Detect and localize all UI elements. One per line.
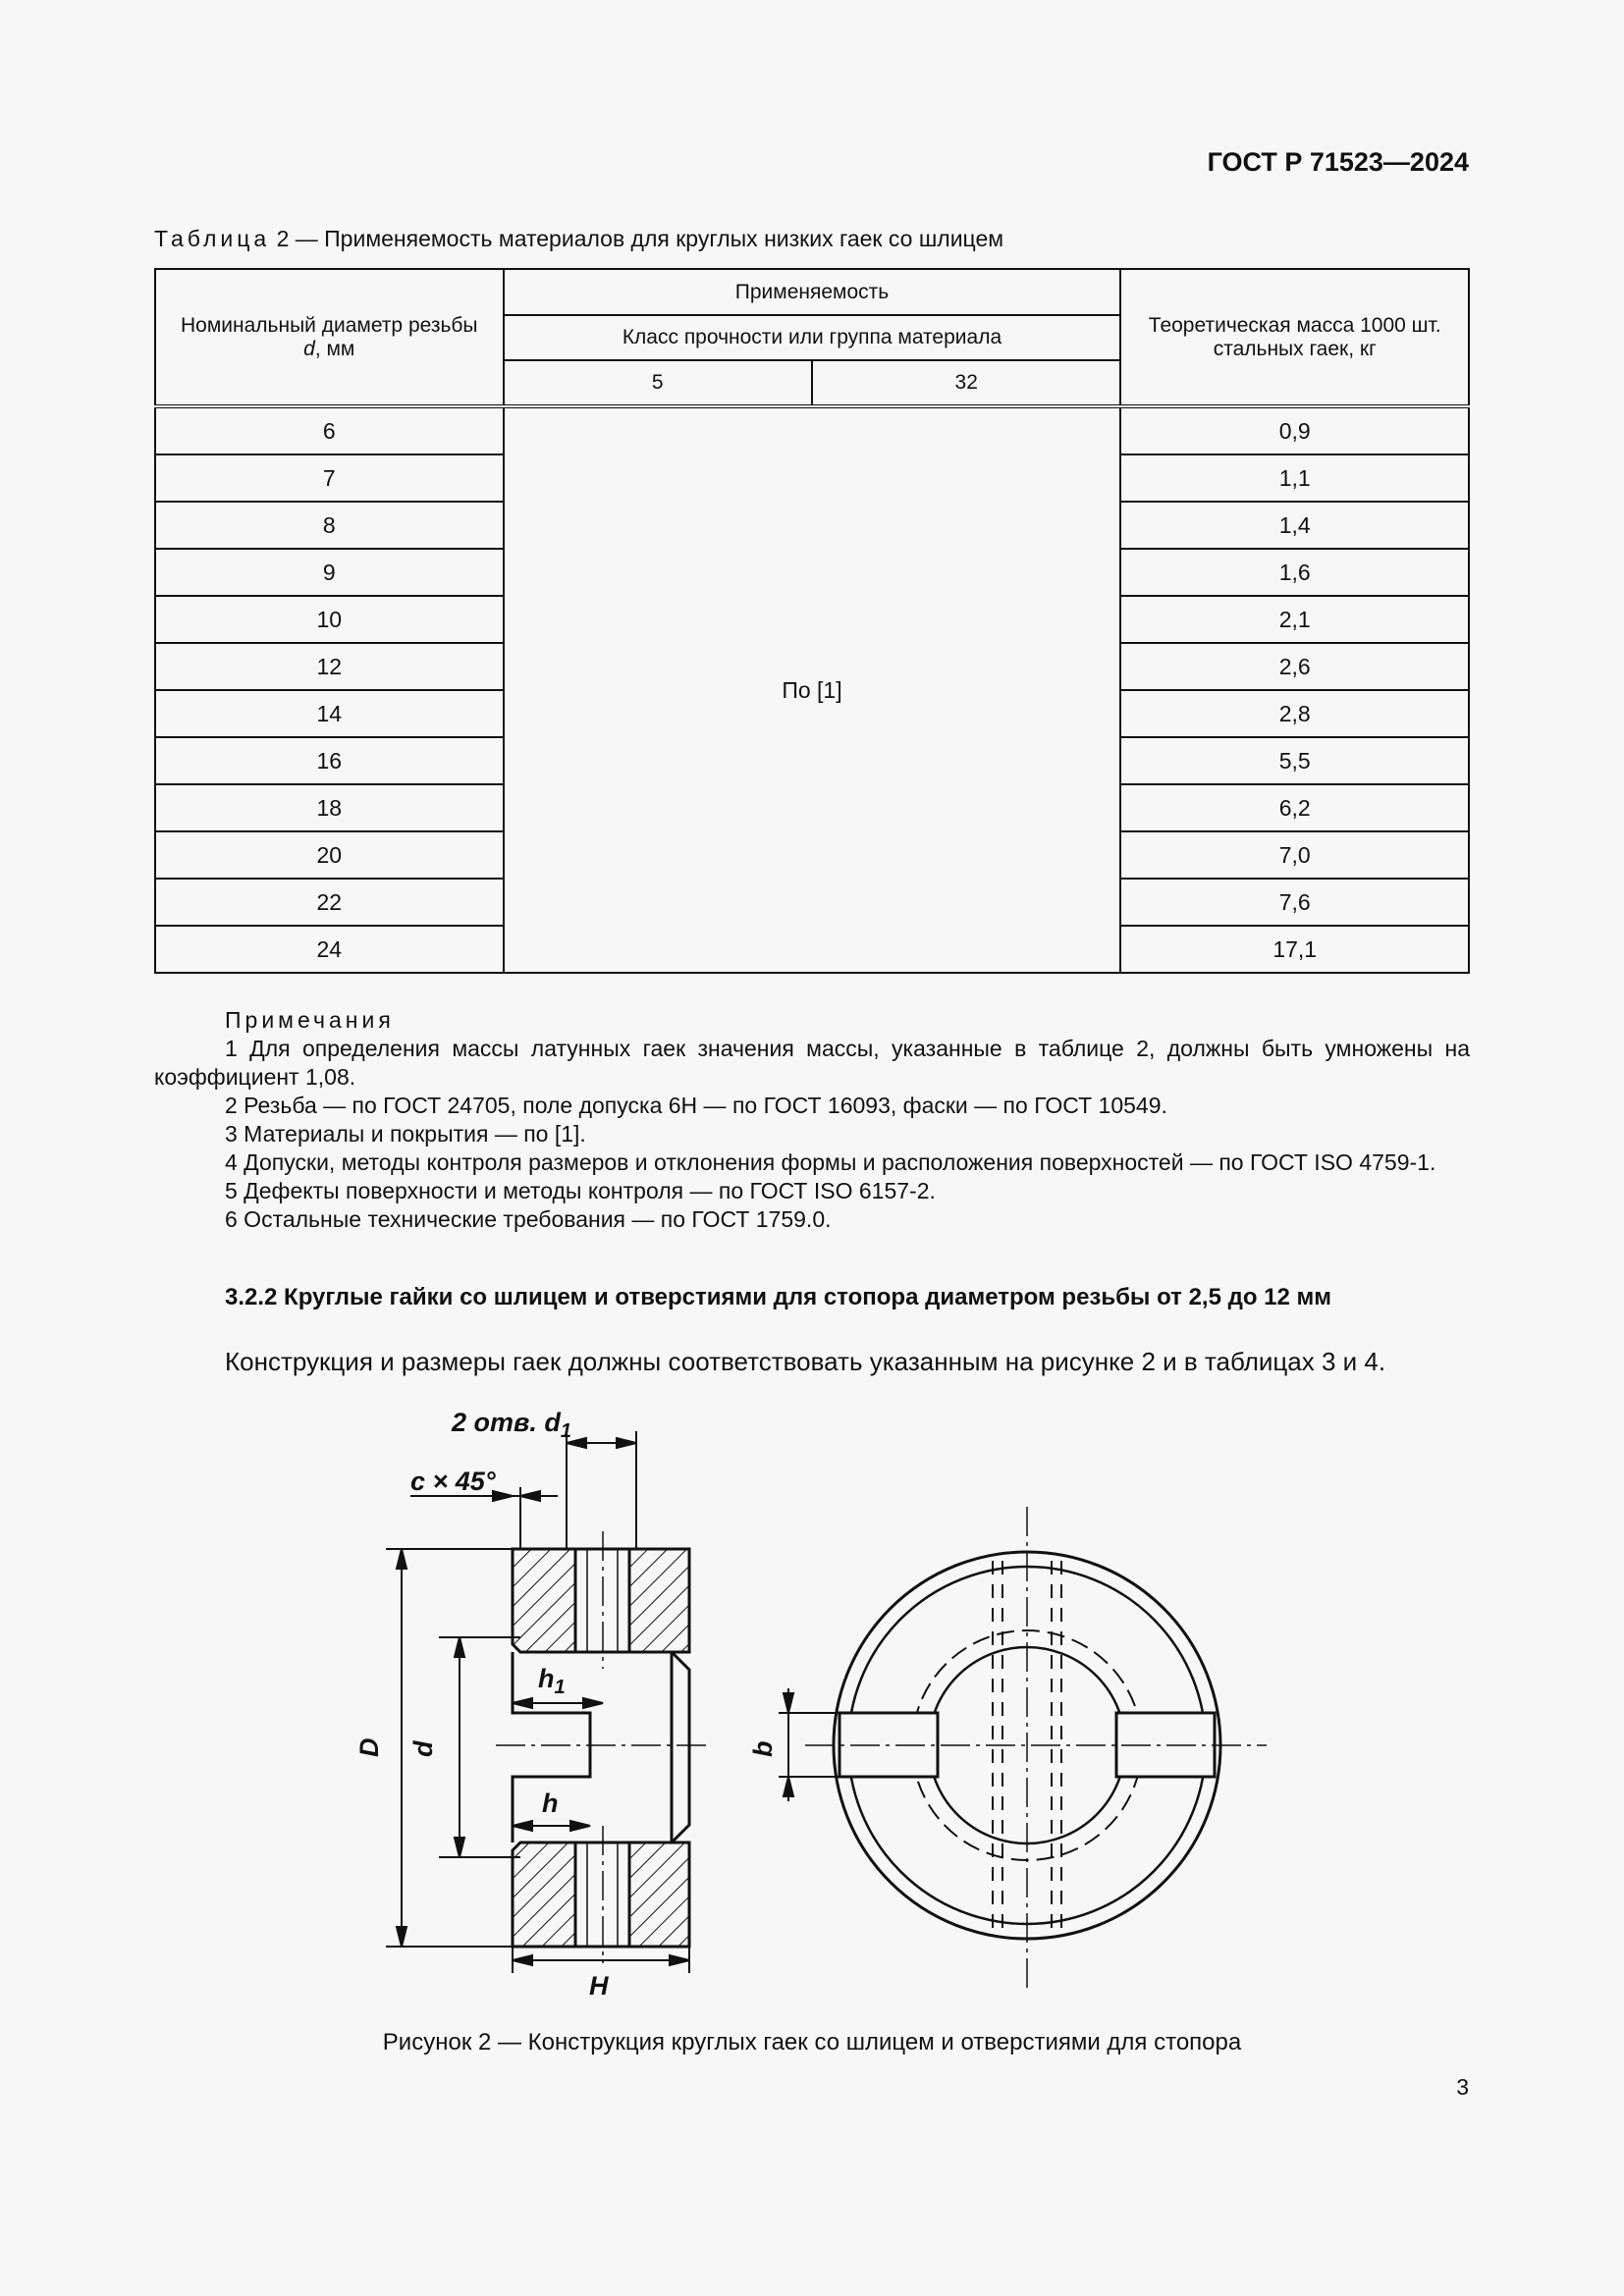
cell-mass: 2,8: [1120, 690, 1469, 737]
cell-mass: 1,4: [1120, 502, 1469, 549]
page-number: 3: [1456, 2074, 1469, 2100]
cell-diameter: 8: [155, 502, 504, 549]
cell-diameter: 18: [155, 784, 504, 831]
table-caption: [154, 226, 1003, 252]
cell-diameter: 24: [155, 926, 504, 973]
header-applicability: Применяемость: [504, 269, 1121, 315]
notes-block: [154, 1006, 1470, 1234]
note-item: 1 Для определения массы латунных гаек значения массы, указанные в таблице 2, должны быть умножены на коэффициент 1,08.: [154, 1036, 1470, 1090]
cell-mass: 5,5: [1120, 737, 1469, 784]
section-text: Конструкция и размеры гаек должны соответствовать указанным на рисунке 2 и в таблицах 3 и 4.: [225, 1347, 1386, 1376]
label-chamfer: c × 45°: [410, 1467, 496, 1496]
label-d: d: [408, 1740, 438, 1757]
cell-diameter: 12: [155, 643, 504, 690]
header-strength-class: Класс прочности или группа материала: [504, 315, 1121, 360]
cell-mass: 1,1: [1120, 454, 1469, 502]
table-caption-word: Таблица: [154, 226, 271, 251]
cell-applicability-merged: По [1]: [504, 406, 1121, 973]
label-D: D: [354, 1737, 384, 1757]
cell-diameter: 10: [155, 596, 504, 643]
cell-mass: 0,9: [1120, 406, 1469, 454]
label-h1: $h_1$: [538, 1664, 566, 1698]
cell-diameter: 7: [155, 454, 504, 502]
document-number: ГОСТ Р 71523—2024: [1207, 147, 1469, 177]
section-view: [496, 1531, 707, 1963]
header-diameter: Номинальный диаметр резьбы d, мм: [155, 269, 504, 406]
label-b: b: [748, 1740, 778, 1757]
cell-mass: 2,6: [1120, 643, 1469, 690]
cell-diameter: 22: [155, 879, 504, 926]
cell-mass: 1,6: [1120, 549, 1469, 596]
cell-diameter: 9: [155, 549, 504, 596]
note-item: 3 Материалы и покрытия — по [1].: [225, 1121, 586, 1147]
header-class-32: 32: [812, 360, 1120, 406]
note-item: 5 Дефекты поверхности и методы контроля — по ГОСТ ISO 6157-2.: [225, 1178, 936, 1203]
label-h: h: [542, 1789, 559, 1818]
cell-mass: 7,6: [1120, 879, 1469, 926]
cell-diameter: 14: [155, 690, 504, 737]
figure-caption: Рисунок 2 — Конструкция круглых гаек со шлицем и отверстиями для стопора: [382, 2029, 1242, 2056]
table-body: [155, 406, 1469, 973]
nut-drawing: [314, 1389, 1296, 2017]
cell-mass: 2,1: [1120, 596, 1469, 643]
materials-table: [154, 268, 1470, 974]
header-mass: Теоретическая масса 1000 шт. стальных гаек, кг: [1120, 269, 1469, 406]
cell-diameter: 16: [155, 737, 504, 784]
cell-mass: 7,0: [1120, 831, 1469, 879]
label-H: H: [589, 1971, 609, 2001]
front-view: [805, 1507, 1267, 1988]
note-item: 6 Остальные технические требования — по ГОСТ 1759.0.: [225, 1206, 832, 1232]
header-class-5: 5: [504, 360, 812, 406]
cell-mass: 6,2: [1120, 784, 1469, 831]
notes-title: Примечания: [225, 1007, 395, 1033]
section-heading: 3.2.2 Круглые гайки со шлицем и отверстиями для стопора диаметром резьбы от 2,5 до 12 мм: [225, 1284, 1332, 1310]
cell-diameter: 6: [155, 406, 504, 454]
note-item: 2 Резьба — по ГОСТ 24705, поле допуска 6H — по ГОСТ 16093, фаски — по ГОСТ 10549.: [225, 1093, 1167, 1118]
table-row: [155, 406, 1469, 454]
label-holes-d1: 2 отв. $d_1$: [452, 1408, 571, 1442]
cell-diameter: 20: [155, 831, 504, 879]
cell-mass: 17,1: [1120, 926, 1469, 973]
note-item: 4 Допуски, методы контроля размеров и отклонения формы и расположения поверхностей — по ГОСТ ISO 4759-1.: [225, 1149, 1436, 1175]
table-caption-text: 2 — Применяемость материалов для круглых низких гаек со шлицем: [276, 226, 1004, 251]
